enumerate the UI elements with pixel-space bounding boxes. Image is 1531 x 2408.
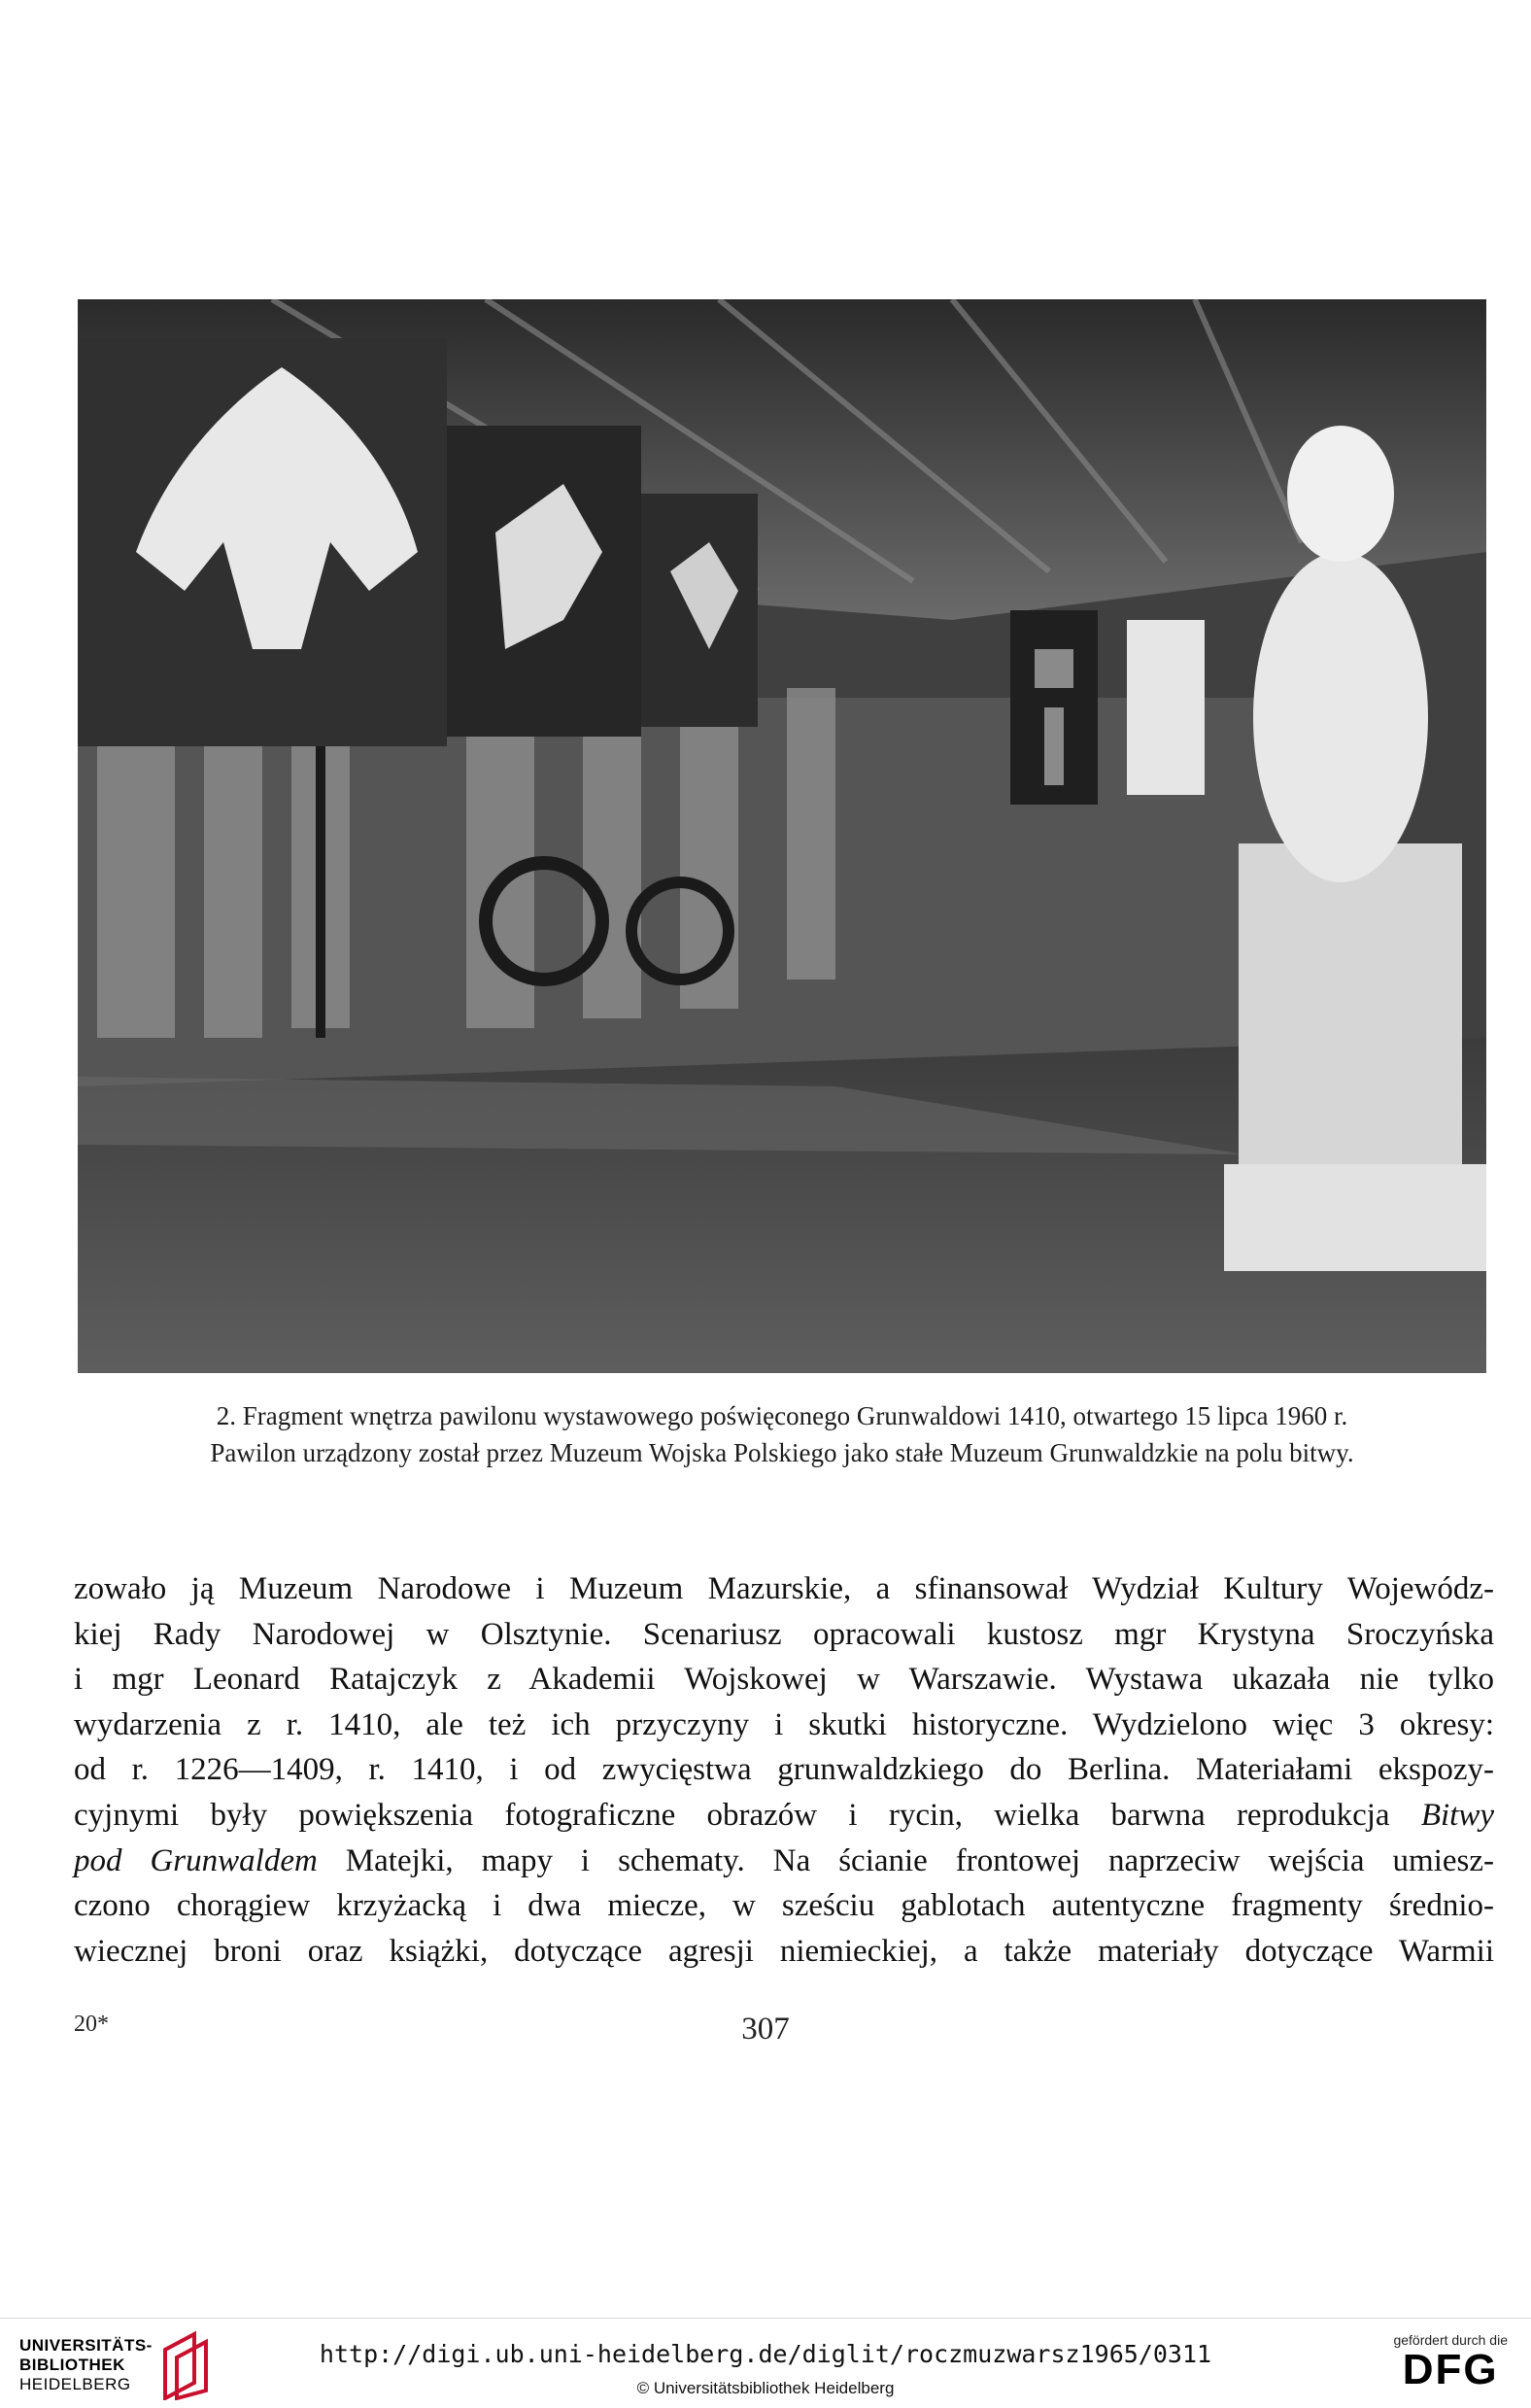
body-line-7-text: Matejki, mapy i schematy. Na ścianie frontowej naprzeciw wejścia umiesz-	[345, 1842, 1494, 1878]
copyright-notice: © Universitätsbibliothek Heidelberg	[636, 2379, 895, 2397]
body-line-2: kiej Rady Narodowej w Olsztynie. Scenariusz opracowali kustosz mgr Krystyna Sroczyńska	[74, 1616, 1494, 1652]
body-line-4: wydarzenia z r. 1410, ale też ich przyczyny i skutki historyczne. Wydzielono więc 3 okresy:	[74, 1706, 1494, 1742]
page-number: 307	[741, 2012, 790, 2047]
exhibition-photograph	[78, 299, 1486, 1373]
funded-by-label: gefördert durch die	[1393, 2332, 1508, 2348]
digitization-footer	[0, 2318, 1531, 2408]
body-text	[74, 1566, 1494, 1974]
figure-caption	[78, 1397, 1486, 1471]
body-line-3: i mgr Leonard Ratajczyk z Akademii Wojskowej w Warszawie. Wystawa ukazała nie tylko	[74, 1662, 1494, 1698]
body-line-6-text: cyjnymi były powiększenia fotograficzne obrazów i rycin, wielka barwna reprodukcja	[74, 1797, 1390, 1833]
dfg-wordmark: DFG	[1402, 2346, 1499, 2393]
body-line-5: od r. 1226—1409, r. 1410, i od zwycięstwa grunwaldzkiego do Berlina. Materiałami ekspozy-	[74, 1752, 1494, 1788]
library-name-line-2: BIBLIOTHEK	[19, 2356, 125, 2374]
dfg-logo	[1393, 2332, 1508, 2392]
caption-line-1: 2. Fragment wnętrza pawilonu wystawowego poświęconego Grunwaldowi 1410, otwartego 15 lipca 1960 r.	[216, 1401, 1348, 1430]
body-line-6	[74, 1793, 1494, 1839]
photo-illustration	[78, 299, 1486, 1373]
body-line-8: czono chorągiew krzyżacką i dwa miecze, w sześciu gablotach autentyczne fragmenty średnio-	[74, 1888, 1494, 1924]
printer-signature: 20*	[74, 2012, 109, 2037]
body-line-9: wiecznej broni oraz książki, dotyczące agresji niemieckiej, a także materiały dotyczące Warmii	[74, 1933, 1494, 1969]
caption-line-2: Pawilon urządzony został przez Muzeum Wojska Polskiego jako stałe Muzeum Grunwaldzkie na polu bitwy.	[210, 1438, 1354, 1467]
body-line-7	[74, 1839, 1494, 1884]
body-line-1: zowało ją Muzeum Narodowe i Muzeum Mazurskie, a sfinansował Wydział Kultury Wojewódz-	[74, 1571, 1494, 1606]
italic-title-part-2: pod Grunwaldem	[74, 1842, 318, 1878]
library-name-line-3: HEIDELBERG	[19, 2375, 131, 2393]
library-name-line-1: UNIVERSITÄTS-	[19, 2336, 153, 2355]
source-url-link[interactable]: http://digi.ub.uni-heidelberg.de/diglit/roczmuzwarsz1965/0311	[319, 2340, 1212, 2368]
italic-title-part-1: Bitwy	[1420, 1797, 1494, 1833]
